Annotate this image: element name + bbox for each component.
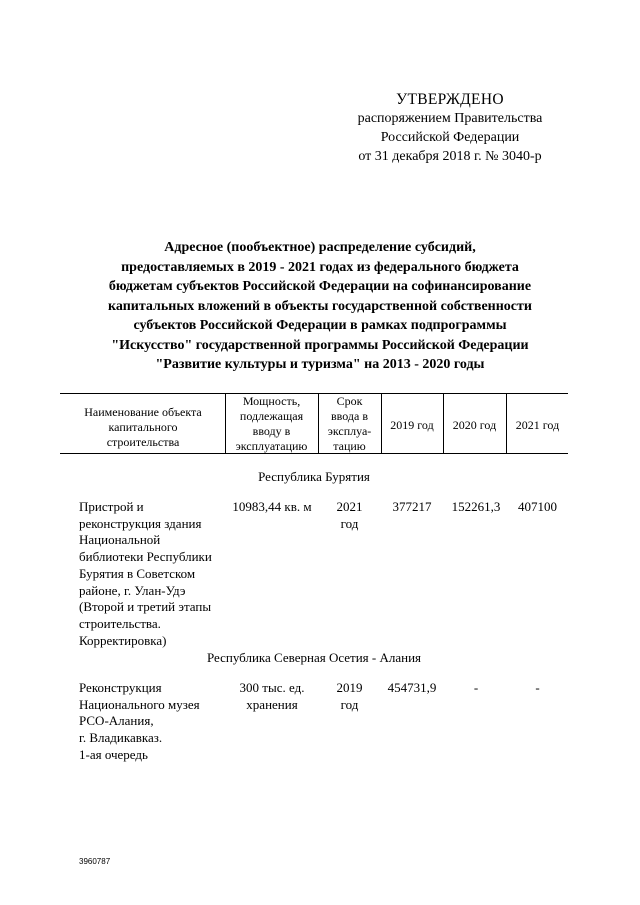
header-2021: 2021 год xyxy=(515,418,560,432)
title-line: субъектов Российской Федерации в рамках подпрограммы xyxy=(133,318,507,333)
title-line: бюджетам субъектов Российской Федерации на софинансирование xyxy=(108,279,532,294)
header-term: Срок ввода в эксплуа- тацию xyxy=(327,394,372,453)
title-line: Адресное (пообъектное) распределение субсидий, xyxy=(164,240,476,255)
object-name: Пристрой и реконструкция здания Национальной библиотеки Республики Бурятия в Советском районе, г. Улан-Удэ (Второй и третий этапы строительства. Корректировка) xyxy=(79,499,212,648)
term-value: 2021 год xyxy=(336,499,363,531)
approval-line: Российской Федерации xyxy=(380,130,520,145)
value-2021: - xyxy=(535,680,540,695)
value-2019: 454731,9 xyxy=(387,680,437,695)
value-2021: 407100 xyxy=(518,499,557,514)
value-2019: 377217 xyxy=(392,499,432,514)
approval-line: от 31 декабря 2018 г. № 3040-р xyxy=(358,149,542,164)
title-line: предоставляемых в 2019 - 2021 годах из федерального бюджета xyxy=(121,259,519,275)
region-heading: Республика Северная Осетия - Алания xyxy=(206,650,422,665)
capacity-value: 300 тыс. ед. хранения xyxy=(239,680,305,712)
value-2020: 152261,3 xyxy=(451,499,501,514)
object-name: Реконструкция Национального музея РСО-Алания, г. Владикавказ. 1-ая очередь xyxy=(79,680,200,762)
capacity-value: 10983,44 кв. м xyxy=(232,499,312,514)
document-number: 3960787 xyxy=(79,857,111,866)
region-heading: Республика Бурятия xyxy=(258,469,370,484)
title-line: "Развитие культуры и туризма" на 2013 - 2020 годы xyxy=(155,357,485,372)
approval-heading: УТВЕРЖДЕНО xyxy=(396,91,504,108)
header-capacity: Мощность, подлежащая вводу в эксплуатацию xyxy=(235,394,308,453)
header-2020: 2020 год xyxy=(452,418,497,432)
header-name: Наименование объекта капитального строительства xyxy=(84,405,202,449)
document-title xyxy=(60,238,580,375)
value-2020: - xyxy=(473,680,479,695)
header-2019: 2019 год xyxy=(390,418,434,432)
term-value: 2019 год xyxy=(336,680,363,712)
title-line: "Искусство" государственной программы Российской Федерации xyxy=(111,337,529,353)
title-line: капитальных вложений в объекты государственной собственности xyxy=(108,298,532,314)
approval-stamp xyxy=(300,90,600,166)
approval-line: распоряжением Правительства xyxy=(357,111,543,126)
